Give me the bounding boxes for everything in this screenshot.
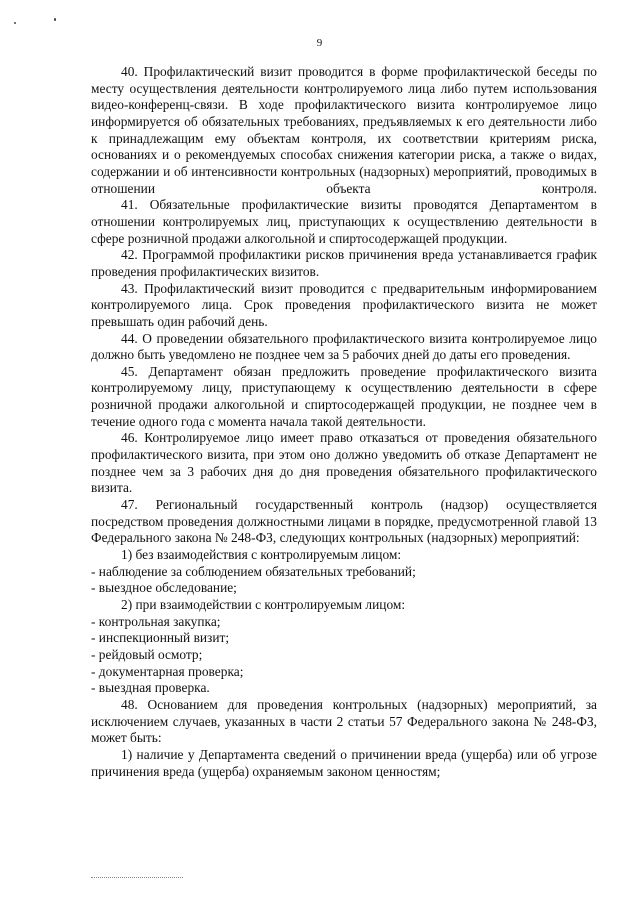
- list-item: - выездное обследование;: [91, 580, 237, 596]
- paragraph-48-item-1: 1) наличие у Департамента сведений о причинении вреда (ущерба) или об угрозе причинения вреда (ущерба) охраняемым законом ценностям;: [91, 746, 597, 779]
- document-body: [91, 64, 597, 780]
- paragraph-41: 41. Обязательные профилактические визиты проводятся Департаментом в отношении контролируемых лиц, приступающих к осуществлению деятельности в сфере розничной продажи алкогольной и спиртосодержащей продукции.: [91, 197, 597, 246]
- paragraph-45: 45. Департамент обязан предложить проведение профилактического визита контролируемому лицу, приступающему к осуществлению деятельности в сфере розничной продажи алкогольной и спиртосодержащей продукции, не позднее чем в течение одного года с момента начала такой деятельности.: [91, 363, 597, 429]
- footer-rule: [91, 877, 183, 878]
- page-number: 9: [316, 37, 323, 49]
- paragraph-44: 44. О проведении обязательного профилактического визита контролируемое лицо должно быть уведомлено не позднее чем за 5 рабочих дней до даты его проведения.: [91, 330, 597, 363]
- scan-artifact: [14, 14, 74, 26]
- paragraph-40: 40. Профилактический визит проводится в форме профилактической беседы по месту осуществления деятельности контролируемого лица либо путем использования видео-конференц-связи. В ходе профилактического визита контролируемое лицо информируется об обязательных требованиях, предъявляемых к его деятельности либо к принадлежащим ему объектам контроля, их соответствии критериям риска, основаниях и о рекомендуемых способах снижения категории риска, а также о видах, содержании и об интенсивности контрольных (надзорных) мероприятий, проводимых в отношении объекта контроля.: [91, 64, 597, 196]
- list-item: - наблюдение за соблюдением обязательных требований;: [91, 563, 416, 579]
- list-item: - инспекционный визит;: [91, 630, 230, 646]
- list-item: - контрольная закупка;: [91, 613, 221, 629]
- paragraph-47: 47. Региональный государственный контроль (надзор) осуществляется посредством проведения должностными лицами в порядке, предусмотренной главой 13 Федерального закона № 248-ФЗ, следующих контрольных (надзорных) мероприятий:: [91, 497, 597, 546]
- paragraph-46: 46. Контролируемое лицо имеет право отказаться от проведения обязательного профилактического визита, при этом оно должно уведомить об отказе Департамент не позднее чем за 3 рабочих дня до дня проведения обязательного профилактического визита.: [91, 430, 597, 496]
- list-item: - рейдовый осмотр;: [91, 646, 203, 662]
- list-item: 1) без взаимодействия с контролируемым лицом:: [121, 547, 402, 563]
- paragraph-42: 42. Программой профилактики рисков причинения вреда устанавливается график проведения профилактических визитов.: [91, 247, 597, 279]
- list-item: - документарная проверка;: [91, 663, 244, 679]
- paragraph-48: 48. Основанием для проведения контрольных (надзорных) мероприятий, за исключением случаев, указанных в части 2 статьи 57 Федерального закона № 248-ФЗ, может быть:: [91, 696, 597, 746]
- list-item: 2) при взаимодействии с контролируемым лицом:: [121, 597, 406, 612]
- paragraph-43: 43. Профилактический визит проводится с предварительным информированием контролируемого лица. Срок проведения профилактического визита не может превышать один рабочий день.: [91, 280, 597, 329]
- list-item: - выездная проверка.: [91, 680, 210, 696]
